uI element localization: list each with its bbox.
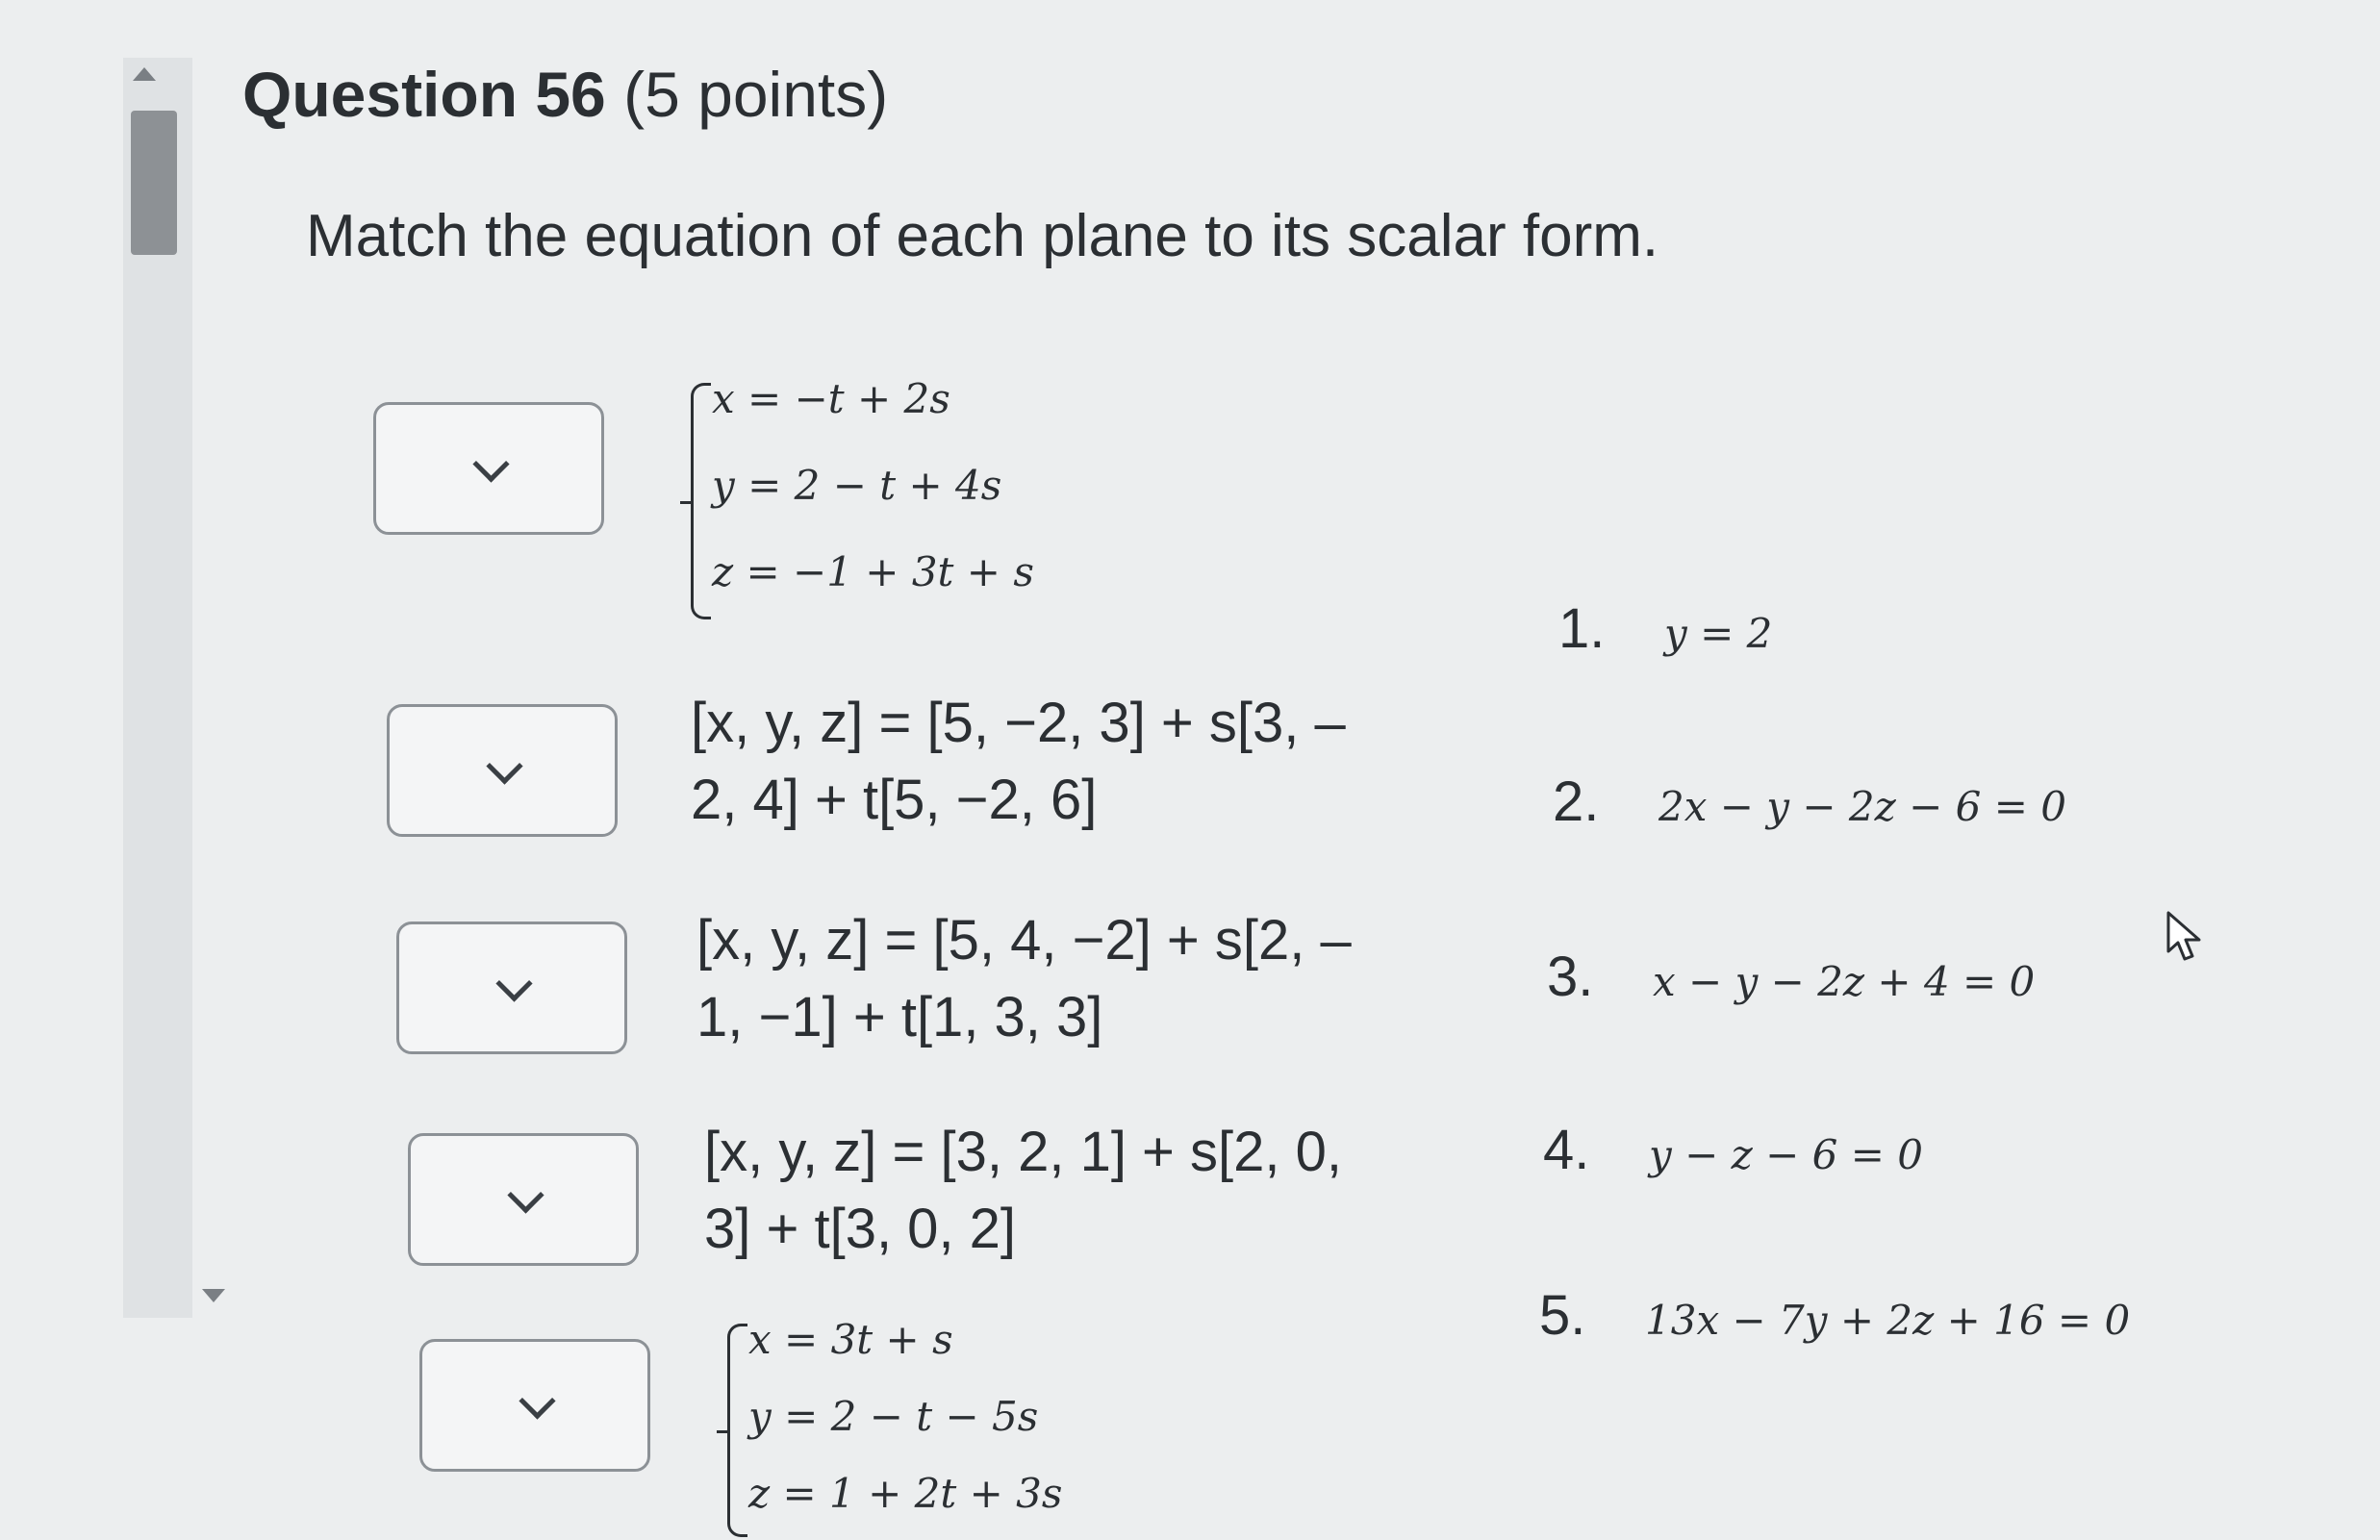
- chevron-down-icon: [486, 747, 522, 784]
- equation-line: y = 2 − t − 5s: [748, 1393, 1039, 1440]
- equation-line: 2, 4] + t[5, −2, 6]: [691, 769, 1098, 831]
- mouse-pointer-icon: [2165, 909, 2209, 963]
- option-formula: x − y − 2z + 4 = 0: [1653, 958, 2036, 1005]
- scroll-up-icon[interactable]: [133, 67, 156, 81]
- option-formula: y = 2: [1664, 610, 1773, 657]
- option-number: 3.: [1547, 946, 1594, 1008]
- equation-line: 1, −1] + t[1, 3, 3]: [696, 986, 1103, 1048]
- option-formula: 13x − 7y + 2z + 16 = 0: [1645, 1297, 2131, 1344]
- option-number: 2.: [1553, 770, 1600, 833]
- chevron-down-icon: [519, 1382, 555, 1419]
- equation-line: [x, y, z] = [3, 2, 1] + s[2, 0,: [704, 1121, 1343, 1183]
- equation-line: [x, y, z] = [5, 4, −2] + s[2, –: [696, 909, 1352, 972]
- question-instruction: Match the equation of each plane to its scalar form.: [306, 203, 1659, 269]
- option-number: 5.: [1539, 1284, 1586, 1347]
- option-formula: y − z − 6 = 0: [1649, 1131, 1923, 1178]
- answer-option-3: [1547, 945, 2035, 1009]
- vector-equation-3: [696, 902, 1352, 1056]
- chevron-down-icon: [472, 445, 509, 482]
- equation-system-5: [727, 1316, 1074, 1537]
- match-select-4[interactable]: [408, 1133, 639, 1266]
- match-select-2[interactable]: [387, 704, 618, 837]
- answer-option-5: [1539, 1283, 2130, 1348]
- equation-line: 3] + t[3, 0, 2]: [704, 1198, 1017, 1260]
- equation-line: x = −t + 2s: [712, 375, 950, 422]
- equation-line: y = 2 − t + 4s: [712, 462, 1002, 509]
- equation-line: x = 3t + s: [748, 1316, 953, 1363]
- question-number: Question 56: [242, 59, 606, 130]
- chevron-down-icon: [507, 1176, 544, 1213]
- equation-line: [x, y, z] = [5, −2, 3] + s[3, –: [691, 692, 1346, 754]
- brace: [691, 383, 711, 619]
- scroll-down-icon[interactable]: [202, 1289, 225, 1302]
- equation-line: z = 1 + 2t + 3s: [748, 1470, 1063, 1517]
- scrollbar-thumb[interactable]: [131, 111, 177, 255]
- equation-line: z = −1 + 3t + s: [712, 548, 1034, 595]
- vector-equation-2: [691, 685, 1346, 839]
- answer-option-4: [1543, 1118, 1923, 1182]
- brace: [727, 1324, 747, 1537]
- match-select-1[interactable]: [373, 402, 604, 535]
- chevron-down-icon: [495, 965, 532, 1001]
- option-number: 1.: [1558, 597, 1606, 660]
- question-points: (5 points): [623, 59, 889, 130]
- match-select-5[interactable]: [419, 1339, 650, 1472]
- option-number: 4.: [1543, 1119, 1590, 1181]
- equation-system-1: [691, 375, 1037, 616]
- answer-option-2: [1553, 770, 2066, 834]
- answer-option-1: [1558, 596, 1772, 661]
- question-title: [242, 58, 888, 131]
- option-formula: 2x − y − 2z − 6 = 0: [1658, 783, 2066, 830]
- vector-equation-4: [704, 1114, 1342, 1268]
- match-select-3[interactable]: [396, 921, 627, 1054]
